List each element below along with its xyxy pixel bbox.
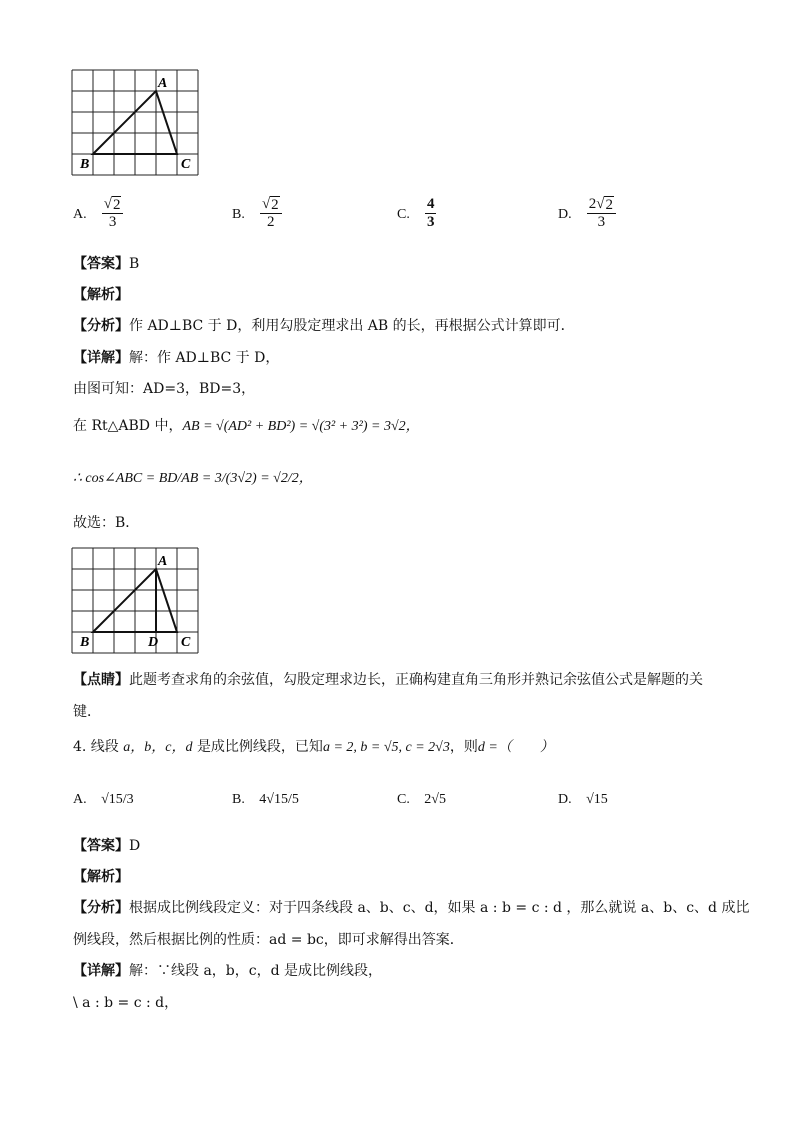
grid-figure-2 [60,538,210,658]
label-a: A [158,76,168,91]
q4-option-c: C. 2√5 [397,792,446,807]
q3-option-a: A. √ 2 3 [73,196,123,231]
q4-fenxi: 【分析】根据成比例线段定义：对于四条线段 a、b、c、d，如果 a : b = c : d ，那么就说 a、b、c、d 成比 [73,900,750,916]
label-c-2: C [181,635,191,650]
q3-dianjing-cont: 键． [73,704,101,720]
q3-option-c: C. $\frac{4}{3}$ [397,196,435,230]
q3-choose: 故选：B． [73,515,140,531]
q3-xiangjie: 【详解】解：作 AD⊥BC 于 D， [73,350,280,366]
q3-fenxi: 【分析】作 AD⊥BC 于 D，利用勾股定理求出 AB 的长，再根据公式计算即可． [73,318,575,334]
q3-answer: 【答案】B [73,256,140,272]
label-b-2: B [80,635,90,650]
q3-dianjing: 【点睛】此题考查求角的余弦值，勾股定理求边长，正确构建直角三角形并熟记余弦值公式是解题的关 [73,672,703,688]
q3-option-b: B. √ 2 2 [232,196,282,231]
q4-option-d: D. √15 [558,792,608,807]
q4-analysis-heading: 【解析】 [73,869,129,885]
q4-stem: 4. 线段 a，b，c，d 是成比例线段，已知a = 2, b = √5, c = 2√3，则d =（ ） [73,739,554,755]
label-d-2: D [148,635,159,650]
grid-figure-1 [60,60,210,180]
q4-fenxi-cont: 例线段，然后根据比例的性质：ad = bc，即可求解得出答案． [73,932,464,948]
q3-cos-line: ∴ cos∠ABC = BD/AB = 3/(3√2) = √2/2， [73,471,313,486]
q3-option-d: D. 2 √ 2 3 [558,196,616,231]
q4-option-a: A. √15/3 [73,792,134,807]
q4-answer: 【答案】D [73,838,141,854]
q4-xiangjie: 【详解】解：∵线段 a，b，c，d 是成比例线段， [73,963,383,979]
q3-known-values: 由图可知：AD=3，BD=3， [73,381,256,397]
label-a-2: A [158,554,168,569]
q3-pythagoras-line: 在 Rt△ABD 中，AB = √(AD² + BD²) = √(3² + 3²) = 3√2， [73,418,420,434]
label-c: C [181,157,191,172]
label-b: B [80,157,90,172]
q4-option-b: B. 4√15/5 [232,792,299,807]
q4-ratio-line: \ a : b = c : d， [73,995,179,1011]
q3-analysis-heading: 【解析】 [73,287,129,303]
